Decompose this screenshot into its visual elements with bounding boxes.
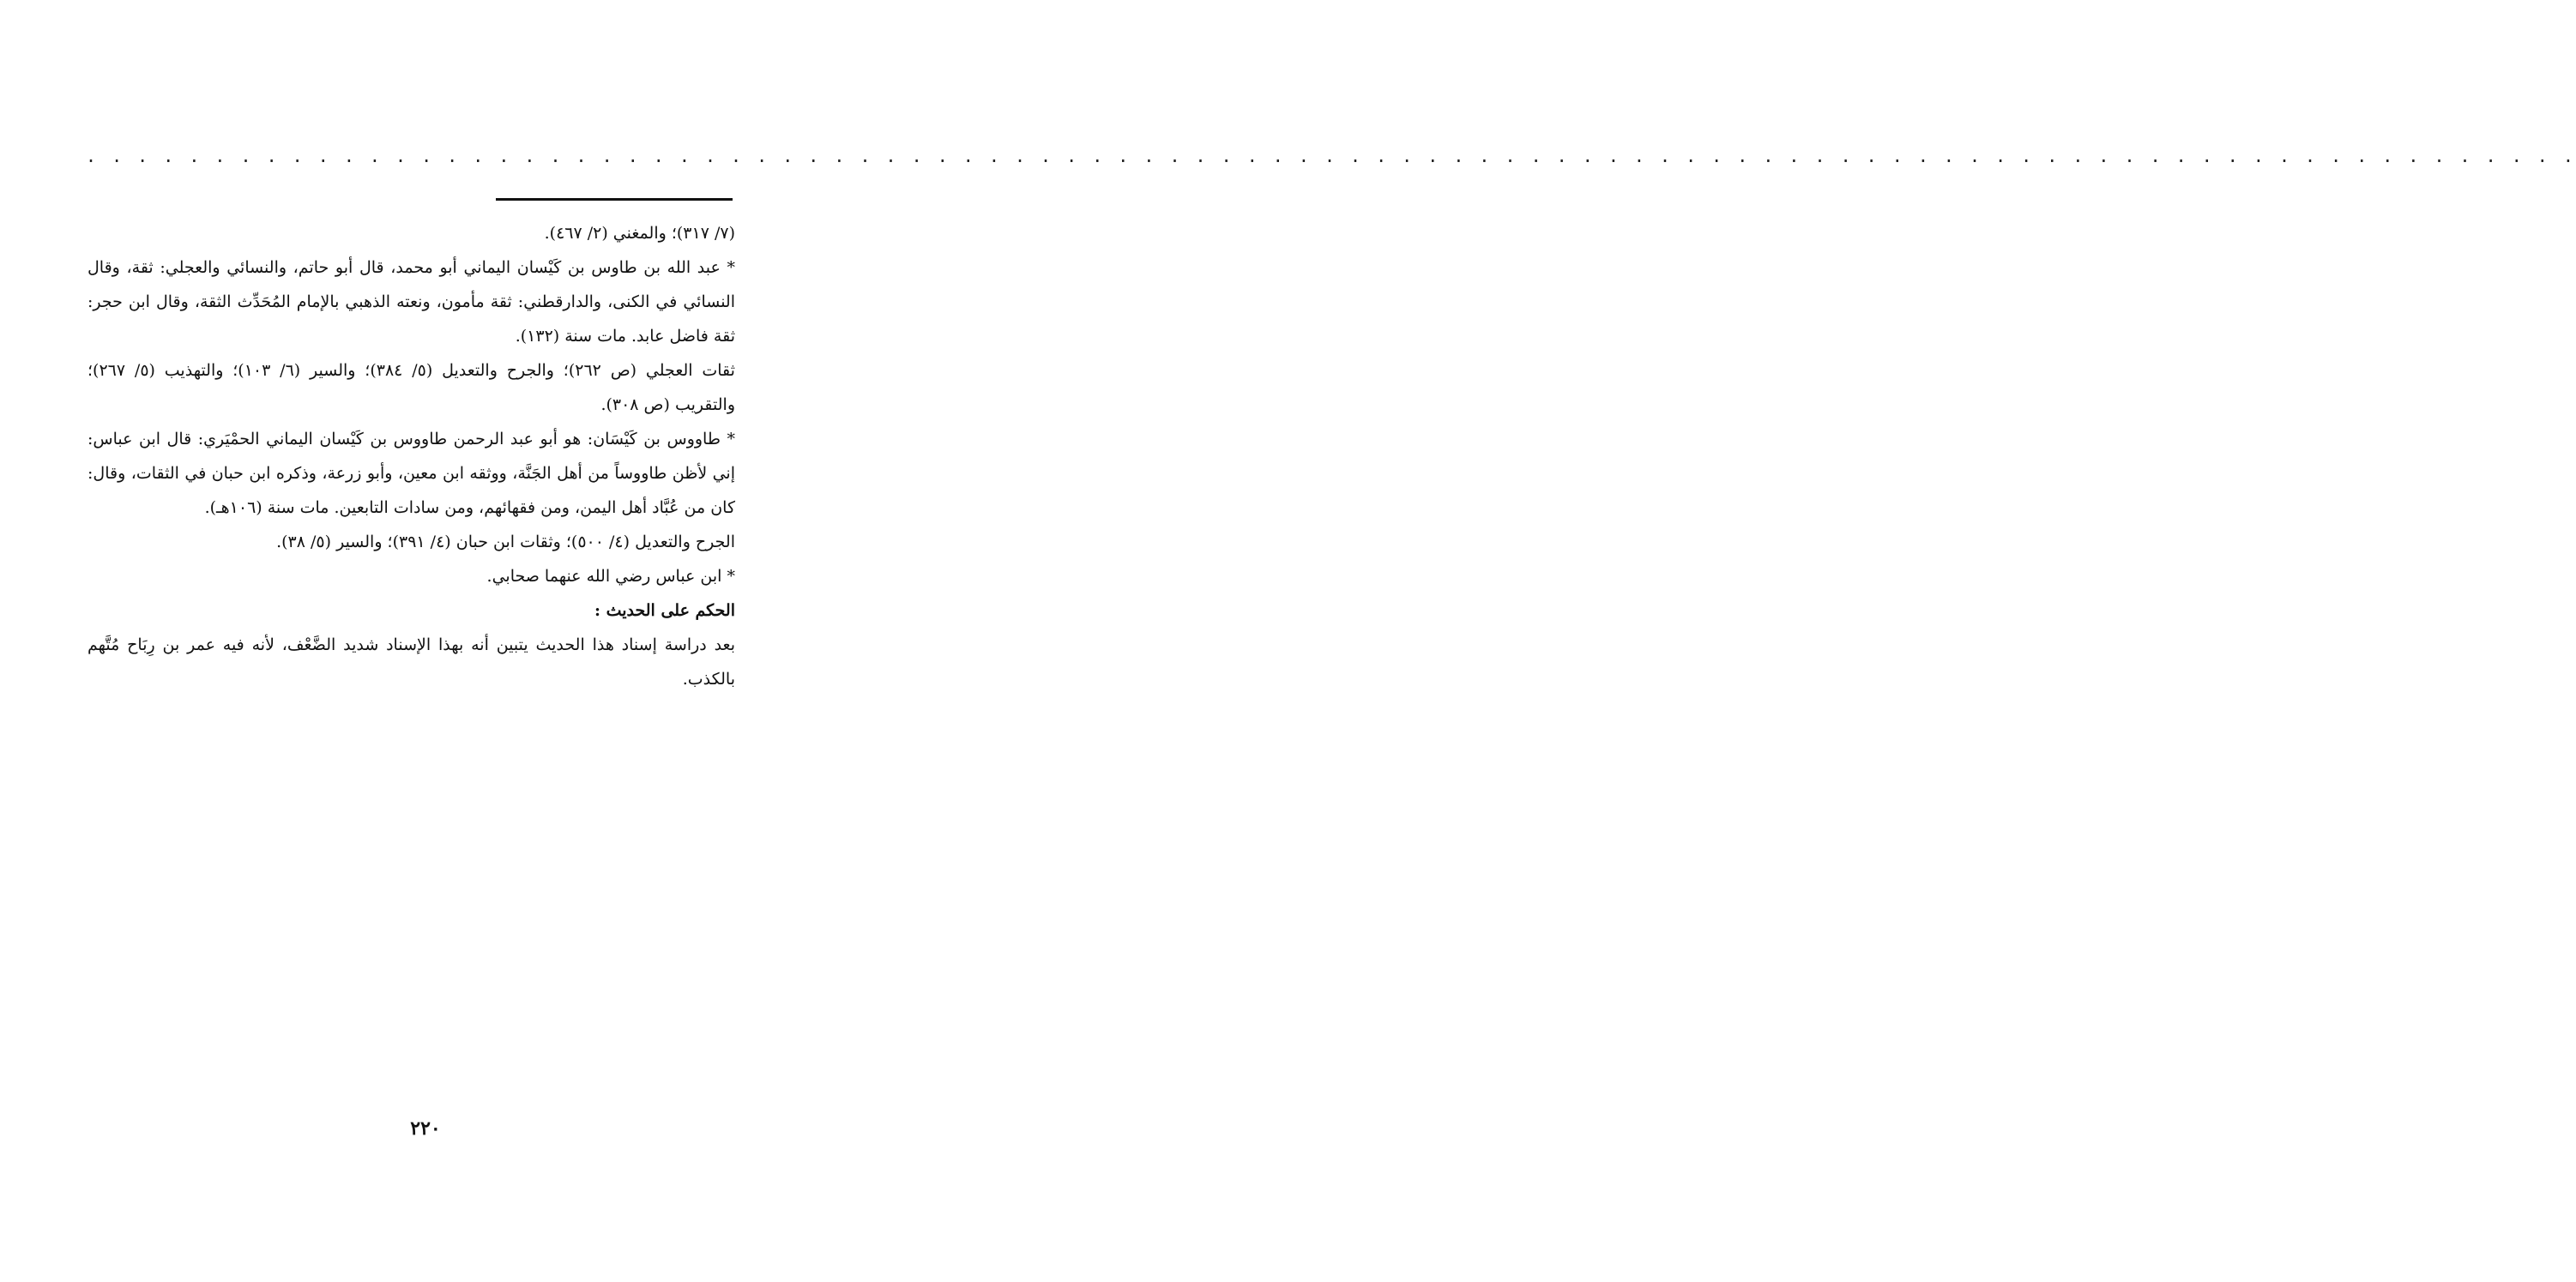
narrator-bio-tawus: * طاووس بن كَيْسَان: هو أبو عبد الرحمن طاووس بن كَيْسان اليماني الحمْيَري: قال ابن عباس: إني لأظن طاووساً من أهل الجَنَّة، ووثقه ابن معين، وأبو زرعة، وذكره ابن حبان في الثقات، وقال: كان من عُبَّاد أهل اليمن، ومن فقهائهم، ومن سادات التابعين. مات سنة (١٠٦هـ). [87,430,735,517]
citation-line: (٧/ ٣١٧)؛ والمغني (٢/ ٤٦٧). [544,224,735,243]
footnote-rule [496,198,733,201]
footnote-separator-dots: . . . . . . . . . . . . . . . . . . . . . . . . . . . . . . . . . . . . . . . . . . . . . . . . . . . . . . . . . . . . . . . . . . . . . . . . . . . . . . . . . . . . . . . . . . . . . . . . . [86,146,2576,166]
narrator-bio-abdullah: * عبد الله بن طاوس بن كَيْسان اليماني أبو محمد، قال أبو حاتم، والنسائي والعجلي: ثقة، وقال النسائي في الكنى، والدارقطني: ثقة مأمون، ونعته الذهبي بالإمام المُحَدِّث الثقة، وقال ابن حجر: ثقة فاضل عابد. مات سنة (١٣٢). [87,258,735,346]
citation-line: ثقات العجلي (ص ٢٦٢)؛ والجرح والتعديل (٥/ ٣٨٤)؛ والسير (٦/ ١٠٣)؛ والتهذيب (٥/ ٢٦٧)؛ والتقريب (ص ٣٠٨). [87,361,735,414]
hadith-ruling-paragraph: بعد دراسة إسناد هذا الحديث يتبين أنه بهذا الإسناد شديد الضَّعْف، لأنه فيه عمر بن رِبَاح مُتَّهم بالكذب. [87,635,735,689]
page-number: ٢٢٠ [410,1117,441,1140]
footnote-text-block [87,216,735,696]
narrator-bio-ibn-abbas: * ابن عباس رضي الله عنهما صحابي. [486,567,735,586]
citation-line: الجرح والتعديل (٤/ ٥٠٠)؛ وثقات ابن حبان (٤/ ٣٩١)؛ والسير (٥/ ٣٨). [276,533,735,551]
section-heading: الحكم على الحديث : [594,601,735,620]
